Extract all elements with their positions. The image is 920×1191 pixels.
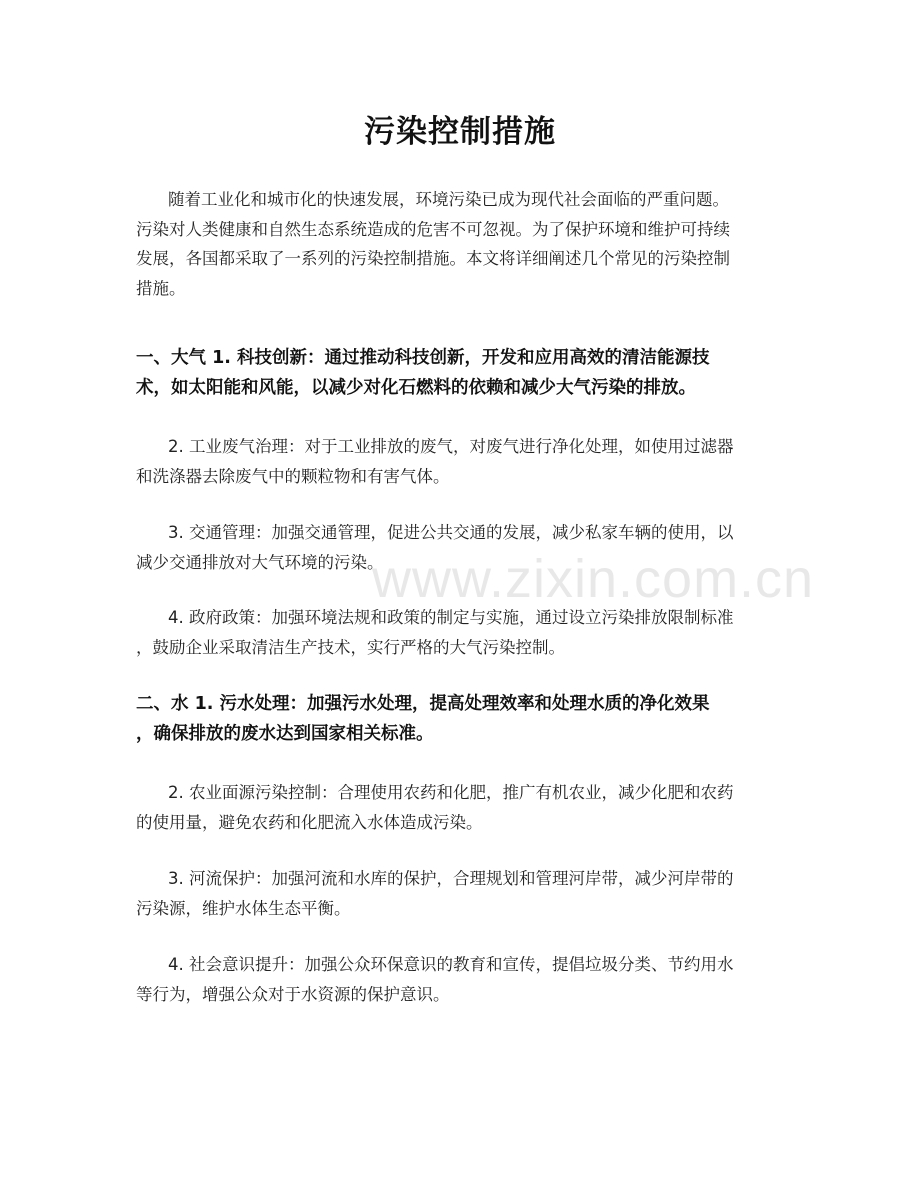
item-line: 2. 工业废气治理：对于工业排放的废气，对废气进行净化处理，如使用过滤器 <box>168 437 734 456</box>
section-heading-water <box>136 689 786 749</box>
air-item-4 <box>136 603 786 662</box>
item-line: 和洗涤器去除废气中的颗粒物和有害气体。 <box>136 466 450 486</box>
intro-line: 随着工业化和城市化的快速发展，环境污染已成为现代社会面临的严重问题。 <box>168 190 729 209</box>
section-heading-line: ，确保排放的废水达到国家相关标准。 <box>136 724 434 744</box>
intro-line: 发展，各国都采取了一系列的污染控制措施。本文将详细阐述几个常见的污染控制 <box>136 249 730 268</box>
section-heading-line: 一、大气 1. 科技创新：通过推动科技创新，开发和应用高效的清洁能源技 <box>136 348 710 368</box>
item-line: 3. 交通管理：加强交通管理，促进公共交通的发展，减少私家车辆的使用，以 <box>168 523 734 542</box>
air-item-2 <box>136 432 786 491</box>
item-line: 污染源，维护水体生态平衡。 <box>136 898 351 918</box>
item-line: 4. 政府政策：加强环境法规和政策的制定与实施，通过设立污染排放限制标准 <box>168 608 734 627</box>
section-heading-line: 二、水 1. 污水处理：加强污水处理，提高处理效率和处理水质的净化效果 <box>136 694 710 714</box>
intro-line: 污染对人类健康和自然生态系统造成的危害不可忽视。为了保护环境和维护可持续 <box>136 219 730 239</box>
item-line: 3. 河流保护：加强河流和水库的保护，合理规划和管理河岸带，减少河岸带的 <box>168 869 734 888</box>
item-line: 2. 农业面源污染控制：合理使用农药和化肥，推广有机农业，减少化肥和农药 <box>168 783 734 802</box>
water-item-4 <box>136 950 786 1009</box>
item-line: 减少交通排放对大气环境的污染。 <box>136 552 384 572</box>
watermark-text: www.zixin.com.cn <box>372 549 815 609</box>
intro-paragraph <box>136 185 786 303</box>
item-line: ，鼓励企业采取清洁生产技术，实行严格的大气污染控制。 <box>136 637 565 657</box>
document-title: 污染控制措施 <box>364 114 556 150</box>
item-line: 的使用量，避免农药和化肥流入水体造成污染。 <box>136 812 483 832</box>
water-item-3 <box>136 864 786 923</box>
water-item-2 <box>136 778 786 837</box>
section-heading-line: 术，如太阳能和风能，以减少对化石燃料的依赖和减少大气污染的排放。 <box>136 378 696 398</box>
item-line: 4. 社会意识提升：加强公众环保意识的教育和宣传，提倡垃圾分类、节约用水 <box>168 955 734 974</box>
section-heading-air <box>136 343 786 403</box>
item-line: 等行为，增强公众对于水资源的保护意识。 <box>136 984 450 1004</box>
intro-line: 措施。 <box>136 278 186 298</box>
